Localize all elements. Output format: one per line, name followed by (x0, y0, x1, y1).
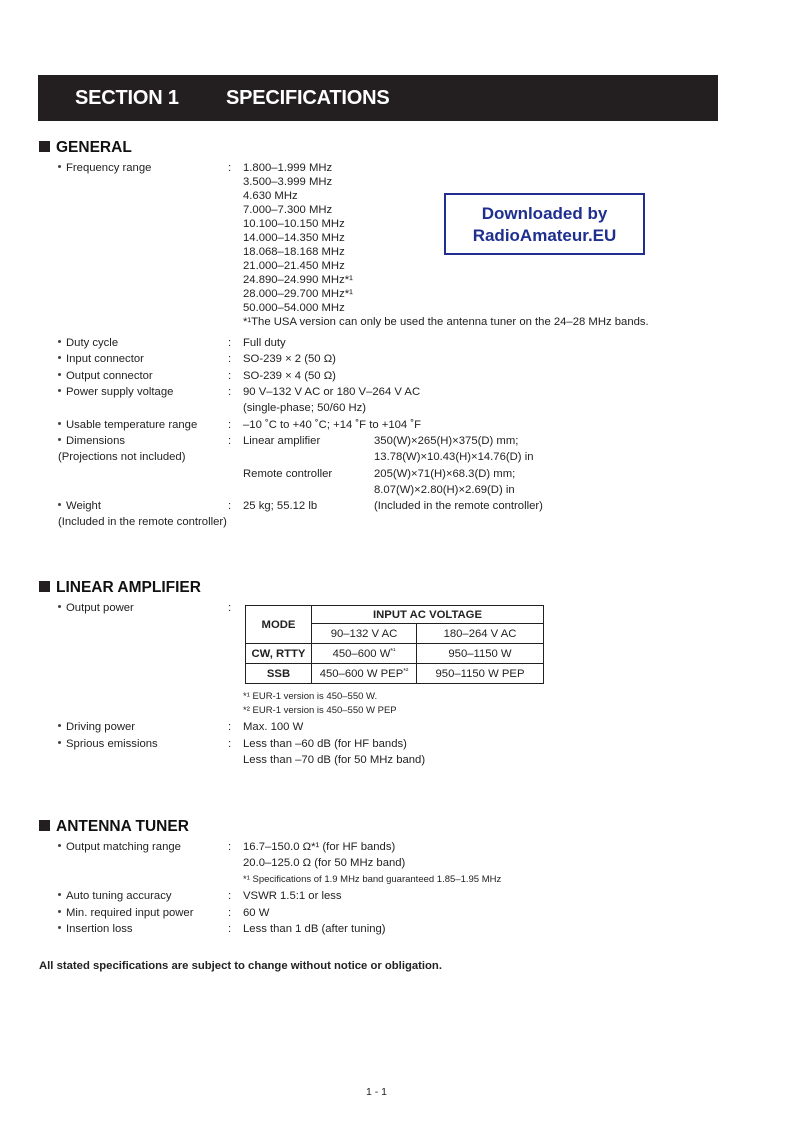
weight-label: Weight (58, 499, 101, 513)
freq-note: *¹The USA version can only be used the antenna tuner on the 24–28 MHz bands. (243, 316, 649, 328)
colon: : (228, 923, 232, 935)
colon: : (228, 841, 232, 853)
download-stamp (444, 193, 645, 255)
dim-amp-value: 350(W)×265(H)×375(D) mm; (374, 435, 519, 447)
colon: : (228, 907, 232, 919)
colon: : (228, 370, 232, 382)
driving-power-value: Max. 100 W (243, 721, 304, 733)
input-connector-value: SO-239 × 2 (50 Ω) (243, 353, 336, 365)
power-supply-value: 90 V–132 V AC or 180 V–264 V AC (243, 386, 421, 398)
freq-item: 18.068–18.168 MHz (243, 246, 345, 258)
duty-label: Duty cycle (58, 336, 118, 350)
matching-range-value-2: 20.0–125.0 Ω (for 50 MHz band) (243, 857, 406, 869)
tuning-accuracy-value: VSWR 1.5:1 or less (243, 890, 342, 902)
freq-item: 4.630 MHz (243, 190, 298, 202)
freq-item: 24.890–24.990 MHz*¹ (243, 274, 353, 286)
insertion-loss-value: Less than 1 dB (after tuning) (243, 923, 386, 935)
power-supply-label: Power supply voltage (58, 385, 173, 399)
voltage-header: INPUT AC VOLTAGE (312, 606, 544, 624)
general-heading: GENERAL (39, 139, 132, 157)
table-note-1: *¹ EUR-1 version is 450–550 W. (243, 691, 378, 702)
square-bullet-icon (39, 581, 50, 592)
value-cell: 450–600 $W^{*^1}$ (312, 644, 417, 664)
table-note-2: *² EUR-1 version is 450–550 W PEP (243, 705, 397, 716)
output-power-label: Output power (58, 601, 134, 615)
section-title: SPECIFICATIONS (226, 87, 390, 109)
section-number: SECTION 1 (75, 87, 179, 109)
table-row (246, 606, 544, 624)
colon: : (228, 337, 232, 349)
table-row (246, 664, 544, 684)
section-header (38, 75, 718, 121)
temperature-label: Usable temperature range (58, 418, 197, 432)
output-connector-label: Output connector (58, 369, 153, 383)
dimensions-label: Dimensions (58, 434, 125, 448)
dim-rc-value-2: 8.07(W)×2.80(H)×2.69(D) in (374, 484, 515, 496)
freq-item: 1.800–1.999 MHz (243, 162, 333, 174)
output-power-table (245, 605, 544, 684)
output-connector-value: SO-239 × 4 (50 Ω) (243, 370, 336, 382)
value-cell: 950–1150 W PEP (417, 664, 544, 684)
freq-item: 21.000–21.450 MHz (243, 260, 345, 272)
dim-amp-value-2: 13.78(W)×10.43(H)×14.76(D) in (374, 451, 534, 463)
matching-note: *¹ Specifications of 1.9 MHz band guaranteed 1.85–1.95 MHz (243, 874, 502, 885)
colon: : (228, 419, 232, 431)
mode-cell: CW, RTTY (246, 644, 312, 664)
colon: : (228, 162, 232, 174)
weight-note-left: (Included in the remote controller) (58, 516, 227, 528)
mode-header: MODE (246, 606, 312, 644)
antenna-tuner-heading: ANTENNA TUNER (39, 818, 189, 836)
dim-rc-label: Remote controller (243, 468, 333, 480)
disclaimer: All stated specifications are subject to change without notice or obligation. (39, 960, 442, 972)
stamp-line: Downloaded by (481, 204, 608, 223)
col-header-1: 90–132 V AC (312, 624, 417, 644)
dim-amp-label: Linear amplifier (243, 435, 321, 447)
matching-range-value: 16.7–150.0 Ω*¹ (for HF bands) (243, 841, 396, 853)
freq-item: 10.100–10.150 MHz (243, 218, 345, 230)
freq-label: Frequency range (58, 161, 151, 175)
mode-cell: SSB (246, 664, 312, 684)
freq-item: 14.000–14.350 MHz (243, 232, 345, 244)
colon: : (228, 386, 232, 398)
matching-range-label: Output matching range (58, 840, 181, 854)
col-header-2: 180–264 V AC (417, 624, 544, 644)
colon: : (228, 738, 232, 750)
weight-value: 25 kg; 55.12 lb (243, 500, 318, 512)
tuning-accuracy-label: Auto tuning accuracy (58, 889, 172, 903)
freq-item: 50.000–54.000 MHz (243, 302, 345, 314)
stamp-line: RadioAmateur.EU (472, 226, 617, 245)
temperature-value: –10 ˚C to +40 ˚C; +14 ˚F to +104 ˚F (243, 419, 422, 431)
value-cell: 450–600 W $PEP^{*^2}$ (312, 664, 417, 684)
square-bullet-icon (39, 141, 50, 152)
insertion-loss-label: Insertion loss (58, 922, 133, 936)
colon: : (228, 721, 232, 733)
colon: : (228, 890, 232, 902)
square-bullet-icon (39, 820, 50, 831)
colon: : (228, 500, 232, 512)
min-input-power-label: Min. required input power (58, 906, 193, 920)
table-row (246, 644, 544, 664)
dim-rc-value: 205(W)×71(H)×68.3(D) mm; (374, 468, 516, 480)
freq-item: 3.500–3.999 MHz (243, 176, 333, 188)
page-number: 1 - 1 (366, 1086, 388, 1098)
linear-amplifier-heading: LINEAR AMPLIFIER (39, 579, 201, 597)
colon: : (228, 602, 232, 614)
spurious-label: Sprious emissions (58, 737, 158, 751)
weight-note: (Included in the remote controller) (374, 500, 543, 512)
spurious-value-2: Less than –70 dB (for 50 MHz band) (243, 754, 426, 766)
freq-item: 28.000–29.700 MHz*¹ (243, 288, 353, 300)
spurious-value: Less than –60 dB (for HF bands) (243, 738, 407, 750)
dimensions-note: (Projections not included) (58, 451, 186, 463)
duty-value: Full duty (243, 337, 286, 349)
min-input-power-value: 60 W (243, 907, 270, 919)
colon: : (228, 435, 232, 447)
driving-power-label: Driving power (58, 720, 135, 734)
power-supply-value-2: (single-phase; 50/60 Hz) (243, 402, 367, 414)
input-connector-label: Input connector (58, 352, 144, 366)
freq-item: 7.000–7.300 MHz (243, 204, 333, 216)
colon: : (228, 353, 232, 365)
value-cell: 950–1150 W (417, 644, 544, 664)
